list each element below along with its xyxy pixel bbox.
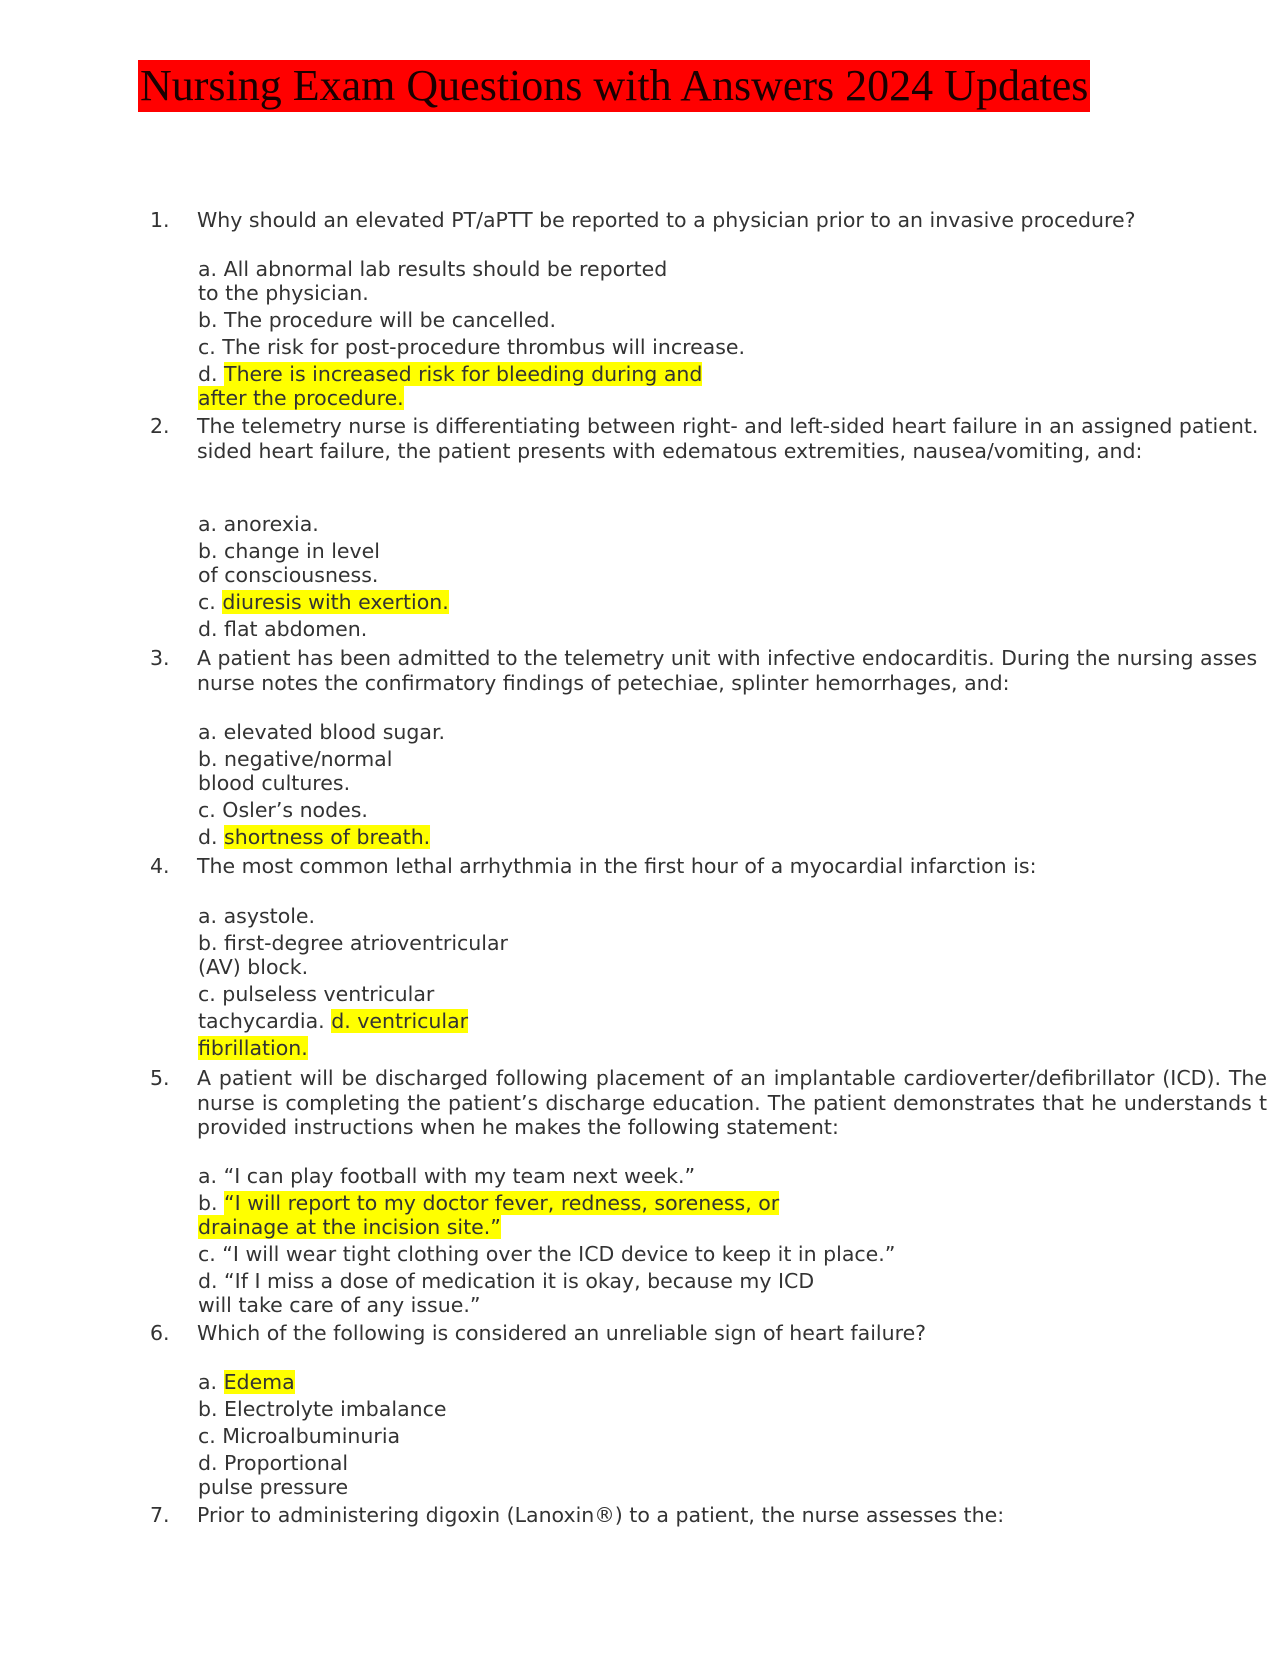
option-b-cont: of consciousness. xyxy=(198,563,379,587)
question-stem: Which of the following is considered an unreliable sign of heart failure? xyxy=(197,1321,927,1345)
option-text: tachycardia. xyxy=(198,1009,332,1033)
option-prefix: d. xyxy=(198,825,225,849)
option-b: b. negative/normal xyxy=(198,747,393,771)
answer-highlight: d. ventricular xyxy=(331,1009,469,1033)
option-b-cont: (AV) block. xyxy=(198,955,309,979)
answer-highlight: fibrillation. xyxy=(198,1036,308,1060)
option-b: b. change in level xyxy=(198,539,380,563)
question-stem: Prior to administering digoxin (Lanoxin®) to a patient, the nurse assesses the: xyxy=(197,1503,1005,1527)
option-prefix: d. xyxy=(198,362,225,386)
question-stem: A patient has been admitted to the telemetry unit with infective endocarditis. During the nursing asses nurse notes the confirmatory findings of petechiae, splinter hemorrhages, and: xyxy=(197,646,1258,695)
option-c: c. pulseless ventricular xyxy=(198,982,435,1006)
option-b-cont xyxy=(198,1215,501,1240)
option-c-cont xyxy=(198,1009,468,1034)
option-prefix: c. xyxy=(198,590,223,614)
question-number: 2. xyxy=(150,414,170,438)
option-d-cont xyxy=(198,386,404,411)
option-a-cont: to the physician. xyxy=(198,281,369,305)
question-number: 5. xyxy=(150,1066,170,1090)
question-stem: A patient will be discharged following placement of an implantable cardioverter/defibrillator (ICD). The nurse is completing the patient’s discharge education. The patient demonstrates that he understands t provided instructions when he makes the following statement: xyxy=(197,1066,1267,1139)
option-d xyxy=(198,362,702,387)
question-number: 6. xyxy=(150,1321,170,1345)
question-stem: The most common lethal arrhythmia in the first hour of a myocardial infarction is: xyxy=(197,854,1037,878)
option-c: c. The risk for post-procedure thrombus will increase. xyxy=(198,335,746,359)
option-d: d. “If I miss a dose of medication it is okay, because my ICD xyxy=(198,1269,815,1293)
page-title: Nursing Exam Questions with Answers 2024 Updates xyxy=(140,61,1089,110)
option-c: c. “I will wear tight clothing over the ICD device to keep it in place.” xyxy=(198,1242,896,1266)
option-c: c. Microalbuminuria xyxy=(198,1424,401,1448)
option-a: a. elevated blood sugar. xyxy=(198,720,446,744)
option-a: a. asystole. xyxy=(198,904,316,928)
answer-highlight: “I will report to my doctor fever, redness, soreness, or xyxy=(224,1191,780,1215)
option-b: b. Electrolyte imbalance xyxy=(198,1397,447,1421)
option-b: b. first-degree atrioventricular xyxy=(198,931,508,955)
option-c xyxy=(198,590,449,615)
question-number: 4. xyxy=(150,854,170,878)
option-prefix: b. xyxy=(198,1191,225,1215)
question-stem: Why should an elevated PT/aPTT be reported to a physician prior to an invasive procedure? xyxy=(197,208,1136,232)
question-number: 3. xyxy=(150,646,170,670)
option-d-cont: pulse pressure xyxy=(198,1475,349,1499)
answer-highlight: diuresis with exertion. xyxy=(222,590,449,614)
answer-highlight: shortness of breath. xyxy=(224,825,431,849)
option-d xyxy=(198,825,430,850)
question-stem: The telemetry nurse is differentiating between right- and left-sided heart failure in an assigned patient. sided heart failure, the patient presents with edematous extremities, nausea/vomiting, and: xyxy=(197,414,1259,463)
option-d-cont xyxy=(198,1036,308,1061)
answer-highlight: drainage at the incision site.” xyxy=(198,1215,501,1239)
option-b xyxy=(198,1191,779,1216)
answer-highlight: Edema xyxy=(223,1370,295,1394)
option-d: d. Proportional xyxy=(198,1451,349,1475)
option-d: d. flat abdomen. xyxy=(198,617,368,641)
option-a xyxy=(198,1370,295,1395)
question-number: 7. xyxy=(150,1503,170,1527)
option-a: a. anorexia. xyxy=(198,512,319,536)
option-b: b. The procedure will be cancelled. xyxy=(198,308,556,332)
option-c: c. Osler’s nodes. xyxy=(198,798,368,822)
question-number: 1. xyxy=(150,208,170,232)
option-prefix: a. xyxy=(198,1370,224,1394)
answer-highlight: There is increased risk for bleeding during and xyxy=(224,362,703,386)
answer-highlight: after the procedure. xyxy=(198,386,404,410)
option-a: a. All abnormal lab results should be reported xyxy=(198,257,668,281)
option-b-cont: blood cultures. xyxy=(198,771,351,795)
option-a: a. “I can play football with my team next week.” xyxy=(198,1164,696,1188)
option-d-cont: will take care of any issue.” xyxy=(198,1293,481,1317)
